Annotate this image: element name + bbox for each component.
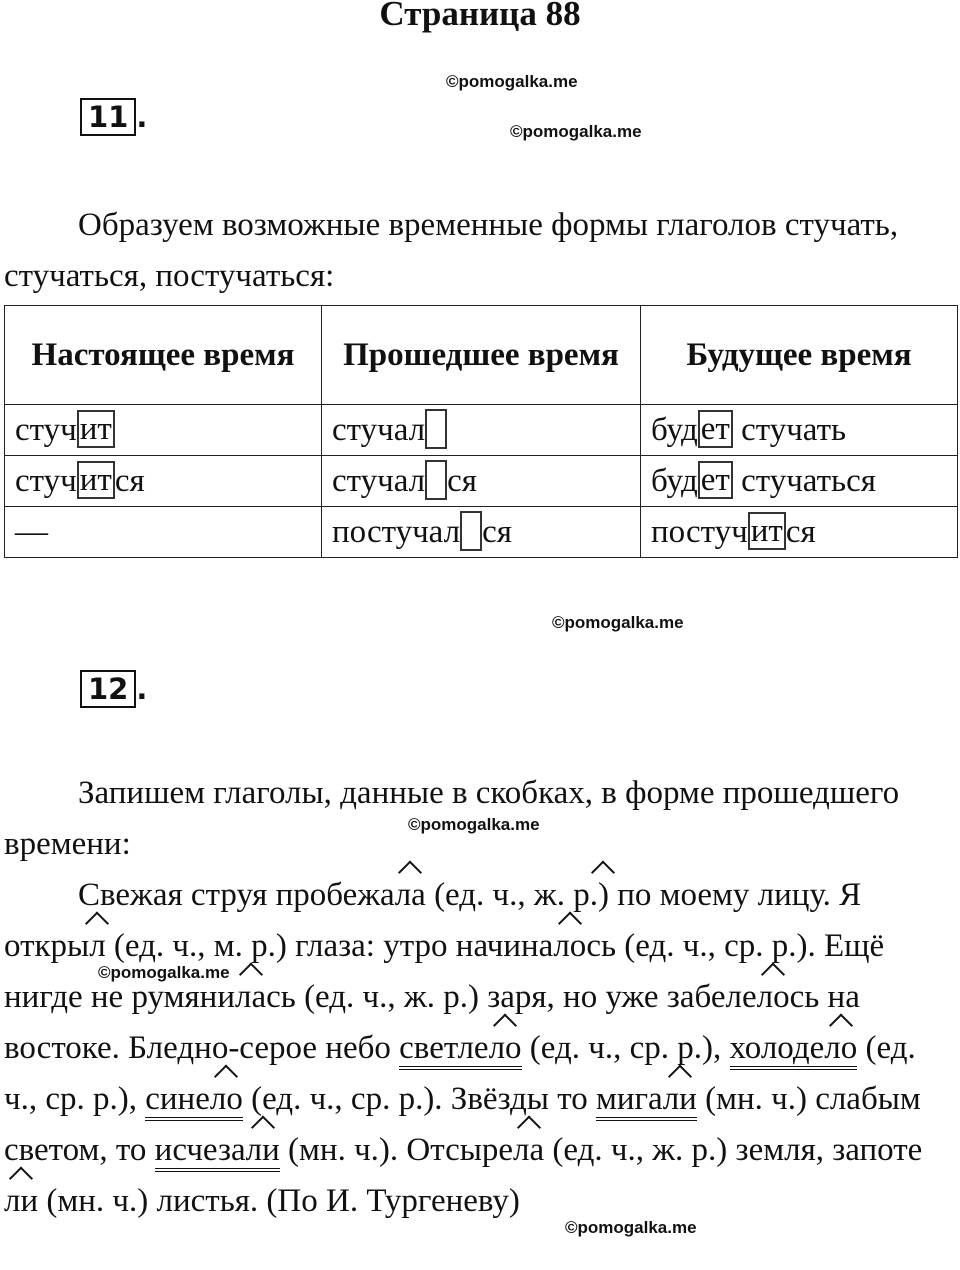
predicate-underline: холодело xyxy=(730,1030,858,1070)
header-present: Настоящее время xyxy=(5,306,322,405)
watermark: ©pomogalka.me xyxy=(446,72,578,91)
table-cell: — xyxy=(5,507,322,558)
predicate-underline: светлело xyxy=(399,1030,521,1070)
exercise-11-number: 11 . xyxy=(80,98,147,136)
suffix-mark: ла xyxy=(235,972,266,1023)
suffix-mark: л xyxy=(89,921,105,972)
table-cell: стучит xyxy=(5,405,322,456)
zero-ending-box xyxy=(460,511,482,551)
predicate-underline: исчезали xyxy=(155,1132,280,1172)
watermark: ©pomogalka.me xyxy=(408,815,540,834)
predicate-underline: мигали xyxy=(596,1081,697,1121)
watermark: ©pomogalka.me xyxy=(98,963,230,982)
suffix-mark: ла xyxy=(395,870,426,921)
watermark: ©pomogalka.me xyxy=(565,1218,697,1237)
table-row xyxy=(5,456,958,507)
suffix-mark: ло xyxy=(757,972,790,1023)
table-cell: стучится xyxy=(5,456,322,507)
header-future: Будущее время xyxy=(641,306,958,405)
zero-ending-box xyxy=(425,460,447,500)
suffix-mark: ла xyxy=(513,1125,544,1176)
zero-ending-box xyxy=(425,409,447,449)
exercise-12-number: 12 . xyxy=(80,670,147,708)
watermark: ©pomogalka.me xyxy=(552,613,684,632)
exercise-12-text: Запишем глаголы, данные в скобках, в форме прошедшего времени: Свежая струя пробежала (ед. ч., ж. р.) по моему лицу. Я открыл (ед. ч., м. р.) глаза: утро начиналось (ед. ч., ср. р.). Ещё нигде не румянилась (ед. ч., ж. р.) заря, но уже забелелось на востоке. Бледно-серое небо светлело (ед. ч., ср. р.), холодело (ед. ч., ср. р.), синело (ед. ч., ср. р.). Звёзды то мигали (мн. ч.) слабым светом, то исчезали (мн. ч.). Отсырела (ед. ч., ж. р.) земля, запотели (мн. ч.) листья. (По И. Тургеневу) xyxy=(4,768,954,1227)
suffix-mark: ли xyxy=(4,1176,38,1227)
table-cell: будет стучаться xyxy=(641,456,958,507)
header-past: Прошедшее время xyxy=(321,306,640,405)
table-cell: постучал ся xyxy=(321,507,640,558)
page-title: Страница 88 xyxy=(379,0,581,33)
table-cell: будет стучать xyxy=(641,405,958,456)
verb-tense-table xyxy=(4,305,958,558)
table-cell: постучится xyxy=(641,507,958,558)
suffix-mark: ло xyxy=(553,921,586,972)
table-cell: стучал xyxy=(321,405,640,456)
exercise-11-intro: Образуем возможные временные формы глаголов стучать, стучаться, постучаться: xyxy=(4,207,899,294)
table-cell: стучал ся xyxy=(321,456,640,507)
table-row xyxy=(5,405,958,456)
table-row xyxy=(5,507,958,558)
watermark: ©pomogalka.me xyxy=(510,122,642,141)
predicate-underline: синело xyxy=(145,1081,243,1121)
